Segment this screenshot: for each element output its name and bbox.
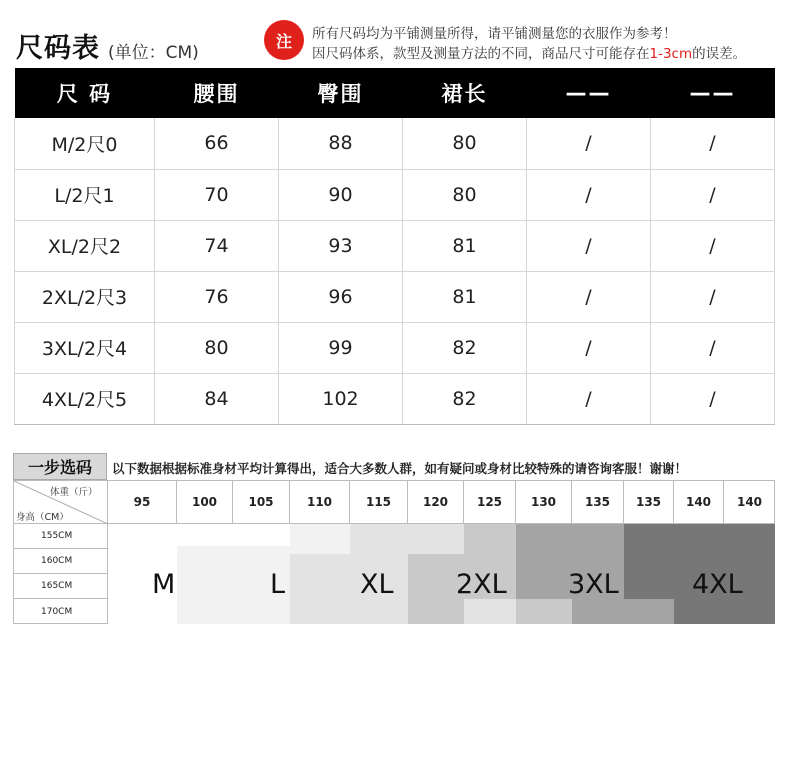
table-row xyxy=(15,169,775,220)
cell-hip: 96 xyxy=(279,271,403,322)
table-row xyxy=(15,220,775,271)
cell-empty: / xyxy=(527,220,651,271)
table-row xyxy=(15,271,775,322)
cell-size: L/2尺1 xyxy=(15,169,155,220)
note-line-2 xyxy=(312,42,746,62)
height-cell: 155CM xyxy=(14,524,108,549)
band-2xl-step xyxy=(408,524,464,554)
cell-empty: / xyxy=(651,169,775,220)
cell-empty: / xyxy=(527,373,651,424)
band-xl-step xyxy=(290,524,350,554)
note-badge: 注 xyxy=(264,20,304,60)
cell-waist: 84 xyxy=(155,373,279,424)
cell-empty: / xyxy=(651,271,775,322)
band-2xl-bottom xyxy=(464,599,516,624)
height-cell: 160CM xyxy=(14,549,108,574)
unit-label: (单位：CM) xyxy=(108,43,199,63)
cell-length: 81 xyxy=(403,220,527,271)
header-waist: 腰围 xyxy=(155,68,279,118)
weight-cell: 115 xyxy=(350,481,408,524)
cell-waist: 80 xyxy=(155,322,279,373)
note-error-range: 1-3cm xyxy=(649,46,693,62)
note-line-1: 所有尺码均为平铺测量所得，请平铺测量您的衣服作为参考！ xyxy=(312,26,677,42)
band-4xl-bottom xyxy=(624,599,674,624)
weight-cell: 125 xyxy=(464,481,516,524)
height-header: 身高（CM） xyxy=(16,512,69,523)
weight-cell: 130 xyxy=(516,481,572,524)
weight-cell: 140 xyxy=(724,481,775,524)
size-label-4xl: 4XL xyxy=(692,569,743,600)
cell-hip: 102 xyxy=(279,373,403,424)
size-recommendation-chart xyxy=(13,453,775,624)
header-empty-1: —— xyxy=(527,68,651,118)
step-chart-note: 以下数据根据标准身材平均计算得出，适合大多数人群，如有疑问或身材比较特殊的请咨询客服！谢谢！ xyxy=(112,461,688,476)
header-skirt-length: 裙长 xyxy=(403,68,527,118)
cell-size: 2XL/2尺3 xyxy=(15,271,155,322)
weight-cell: 120 xyxy=(408,481,464,524)
table-row xyxy=(15,322,775,373)
size-label-3xl: 3XL xyxy=(568,569,619,600)
header-empty-2: —— xyxy=(651,68,775,118)
cell-hip: 93 xyxy=(279,220,403,271)
page-title: 尺码表 xyxy=(16,33,100,64)
cell-waist: 76 xyxy=(155,271,279,322)
weight-header: 体重（斤） xyxy=(50,487,98,498)
cell-empty: / xyxy=(527,271,651,322)
step-chart-label: 一步选码 xyxy=(13,453,107,480)
weight-cell: 95 xyxy=(108,481,177,524)
cell-hip: 99 xyxy=(279,322,403,373)
cell-waist: 66 xyxy=(155,118,279,169)
header-size: 尺 码 xyxy=(15,68,155,118)
cell-length: 82 xyxy=(403,322,527,373)
size-table xyxy=(14,68,775,425)
height-cell: 165CM xyxy=(14,574,108,599)
cell-empty: / xyxy=(651,373,775,424)
cell-empty: / xyxy=(527,118,651,169)
cell-empty: / xyxy=(527,169,651,220)
weight-cell: 105 xyxy=(233,481,290,524)
size-label-m: M xyxy=(152,569,176,600)
size-label-2xl: 2XL xyxy=(456,569,507,600)
cell-length: 81 xyxy=(403,271,527,322)
cell-empty: / xyxy=(651,322,775,373)
cell-size: XL/2尺2 xyxy=(15,220,155,271)
weight-cell: 135 xyxy=(624,481,674,524)
band-l-step xyxy=(177,524,290,546)
table-row xyxy=(15,373,775,424)
weight-cell: 140 xyxy=(674,481,724,524)
note-line-2-text-a: 因尺码体系，款型及测量方法的不同，商品尺寸可能存在 xyxy=(312,46,650,62)
cell-waist: 70 xyxy=(155,169,279,220)
grid-corner xyxy=(14,481,108,524)
table-row xyxy=(15,118,775,169)
cell-empty: / xyxy=(651,220,775,271)
cell-empty: / xyxy=(527,322,651,373)
cell-length: 82 xyxy=(403,373,527,424)
weight-cell: 110 xyxy=(290,481,350,524)
cell-empty: / xyxy=(651,118,775,169)
cell-size: M/2尺0 xyxy=(15,118,155,169)
cell-size: 3XL/2尺4 xyxy=(15,322,155,373)
cell-waist: 74 xyxy=(155,220,279,271)
height-cell: 170CM xyxy=(14,599,108,624)
size-label-xl: XL xyxy=(360,569,394,600)
weight-cell: 100 xyxy=(177,481,233,524)
cell-size: 4XL/2尺5 xyxy=(15,373,155,424)
cell-hip: 90 xyxy=(279,169,403,220)
cell-hip: 88 xyxy=(279,118,403,169)
size-label-l: L xyxy=(270,569,286,600)
cell-length: 80 xyxy=(403,169,527,220)
header-hip: 臀围 xyxy=(279,68,403,118)
size-grid xyxy=(13,480,775,624)
band-3xl-bottom xyxy=(516,599,572,624)
weight-cell: 135 xyxy=(572,481,624,524)
size-table-header-row xyxy=(15,68,775,118)
note-line-2-text-b: 的误差。 xyxy=(692,46,747,62)
cell-length: 80 xyxy=(403,118,527,169)
